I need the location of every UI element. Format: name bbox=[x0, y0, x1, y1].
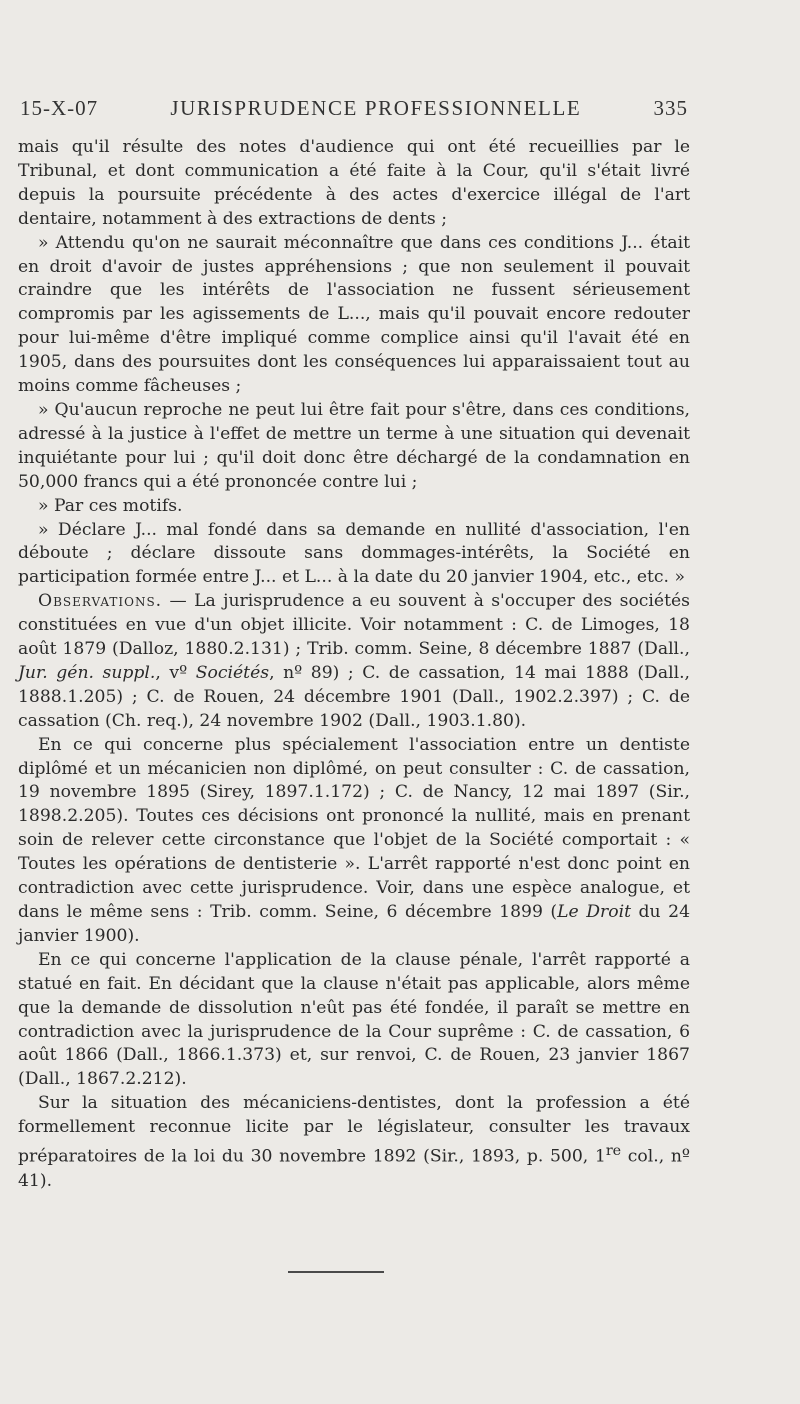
italic-span: Jur. gén. suppl. bbox=[18, 662, 156, 683]
superscript: re bbox=[605, 1143, 622, 1160]
page-number: 335 bbox=[653, 96, 688, 120]
text-span: du 24 janvier 1900). bbox=[18, 902, 691, 946]
page-body bbox=[18, 136, 690, 1194]
text-span: En ce qui concerne plus spécialement l'association entre un dentiste diplômé et un mécanicien non diplômé, on peut consulter : C. de cassation, 19 novembre 1895 (Sirey, 1897.1.172) ; C. de Nancy, 12 mai 1897 (Sir., 1898.2.205). Toutes ces décisions ont prononcé la nullité, mais en prenant soin de relever cette circonstance que l'objet de la Société comportait : « Toutes les opérations de dentisterie ». L'arrêt rapporté n'est donc point en contradiction avec cette jurisprudence. Voir, dans une espèce analogue, et dans le même sens : Trib. comm. Seine, 6 décembre 1899 ( bbox=[18, 734, 690, 922]
text-span: Sur la situation des mécaniciens-dentistes, dont la profession a été formellement reconnue licite par le législateur, consulter les travaux préparatoires de la loi du 30 novembre 1892 (Sir., 1893, p. 500, 1 bbox=[18, 1093, 690, 1167]
text-span: col., nº 41). bbox=[18, 1146, 690, 1191]
paragraph: En ce qui concerne l'application de la clause pénale, l'arrêt rapporté a statué en fait. En décidant que la clause n'était pas applicable, alors même que la demande de dissolution n'eût pas été fondée, il paraît se mettre en contradiction avec la jurisprudence de la Cour suprême : C. de cassation, 6 août 1866 (Dall., 1866.1.373) et, sur renvoi, C. de Rouen, 23 janvier 1867 (Dall., 1867.2.212). bbox=[18, 949, 690, 1090]
observations-label: Observations. bbox=[38, 591, 163, 612]
page-header bbox=[20, 96, 688, 121]
closing-rule bbox=[288, 1271, 384, 1273]
running-title: JURISPRUDENCE PROFESSIONNELLE bbox=[170, 96, 582, 120]
paragraph: mais qu'il résulte des notes d'audience qui ont été recueillies par le Tribunal, et dont communication a été faite à la Cour, qu'il s'était livré depuis la poursuite précédente à des actes d'exercice illégal de l'art dentaire, notamment à des extractions de dents ; bbox=[18, 137, 690, 229]
paragraph: » Par ces motifs. bbox=[38, 495, 183, 516]
italic-span: Le Droit bbox=[557, 902, 631, 922]
italic-span: Sociétés bbox=[195, 662, 270, 683]
paragraph: » Qu'aucun reproche ne peut lui être fait pour s'être, dans ces conditions, adressé à la justice à l'effet de mettre un terme à une situation qui devenait inquiétante pour lui ; qu'il doit donc être déchargé de la condamnation en 50,000 francs qui a été prononcée contre lui ; bbox=[18, 399, 690, 492]
text-span: , nº 89) ; C. de cassation, 14 mai 1888 (Dall., 1888.1.205) ; C. de Rouen, 24 décembre 1901 (Dall., 1902.2.397) ; C. de cassation (Ch. req.), 24 novembre 1902 (Dall., 1903.1.80). bbox=[18, 662, 690, 731]
paragraph bbox=[18, 1092, 690, 1193]
issue-date: 15-X-07 bbox=[20, 96, 99, 120]
observations-paragraph bbox=[18, 590, 690, 733]
paragraph: » Attendu qu'on ne saurait méconnaître que dans ces conditions J... était en droit d'avoir de justes appréhensions ; que non seulement il pouvait craindre que les intérêts de l'association ne fussent sérieusement compromis par les agissements de L..., mais qu'il pouvait encore redouter pour lui-même d'être impliqué comme complice ainsi qu'il l'avait été en 1905, dans des poursuites dont les conséquences lui apparaissaient tout au moins comme fâcheuses ; bbox=[18, 232, 690, 397]
text-span: — La jurisprudence a eu souvent à s'occuper des sociétés constituées en vue d'un objet illicite. Voir notamment : C. de Limoges, 18 août 1879 (Dalloz, 1880.2.131) ; Trib. comm. Seine, 8 décembre 1887 (Dall., bbox=[18, 591, 690, 660]
text-span: , vº bbox=[155, 662, 196, 683]
paragraph bbox=[18, 734, 690, 949]
paragraph: » Déclare J... mal fondé dans sa demande en nullité d'association, l'en déboute ; déclare dissoute sans dommages-intérêts, la Société en participation formée entre J... et L... à la date du 20 janvier 1904, etc., etc. » bbox=[18, 519, 690, 588]
